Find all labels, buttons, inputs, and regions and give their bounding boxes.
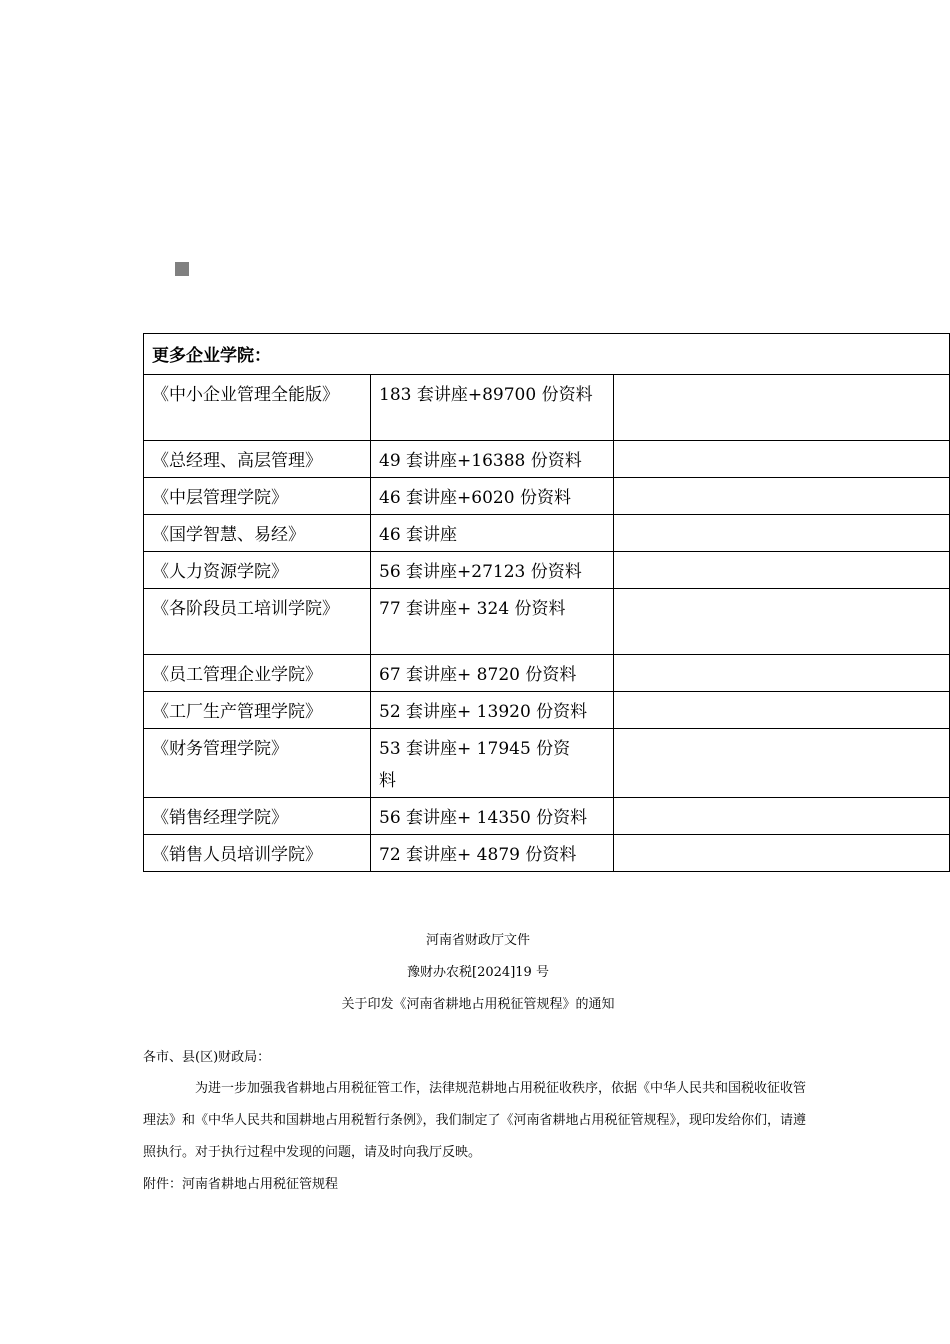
academy-extra [614,835,950,872]
academy-name: 《销售人员培训学院》 [144,835,371,872]
academy-name: 《国学智慧、易经》 [144,515,371,552]
table-row [144,515,950,552]
square-bullet-icon [175,262,189,276]
academy-content: 72 套讲座+ 4879 份资料 [371,835,614,872]
notice-document [143,925,813,1201]
academy-table [143,333,950,872]
academy-content: 46 套讲座 [371,515,614,552]
academy-name: 《员工管理企业学院》 [144,655,371,692]
academy-extra [614,655,950,692]
table-row [144,441,950,478]
notice-title: 关于印发《河南省耕地占用税征管规程》的通知 [341,997,615,1012]
academy-name: 《工厂生产管理学院》 [144,692,371,729]
academy-content: 46 套讲座+6020 份资料 [371,478,614,515]
document-number: 豫财办农税[2024]19 号 [407,965,549,980]
academy-content: 53 套讲座+ 17945 份资料 [371,729,614,798]
academy-extra [614,441,950,478]
attachment-line: 附件：河南省耕地占用税征管规程 [143,1177,339,1192]
table-row [144,729,950,798]
academy-name: 《总经理、高层管理》 [144,441,371,478]
academy-content: 67 套讲座+ 8720 份资料 [371,655,614,692]
academy-extra [614,692,950,729]
table-row [144,655,950,692]
academy-content: 56 套讲座+ 14350 份资料 [371,798,614,835]
academy-extra [614,798,950,835]
table-row [144,692,950,729]
table-header: 更多企业学院： [144,334,950,375]
academy-content: 52 套讲座+ 13920 份资料 [371,692,614,729]
academy-extra [614,552,950,589]
table-row [144,835,950,872]
academy-extra [614,478,950,515]
salutation: 各市、县(区)财政局： [143,1050,271,1065]
academy-name: 《各阶段员工培训学院》 [144,589,371,655]
academy-name: 《人力资源学院》 [144,552,371,589]
academy-extra [614,729,950,798]
body-paragraph: 为进一步加强我省耕地占用税征管工作，法律规范耕地占用税征收秩序，依据《中华人民共和国税收征收管理法》和《中华人民共和国耕地占用税暂行条例》，我们制定了《河南省耕地占用税征管规程》，现印发给你们，请遵照执行。对于执行过程中发现的问题，请及时向我厅反映。 [143,1081,807,1160]
table-row [144,589,950,655]
academy-content: 49 套讲座+16388 份资料 [371,441,614,478]
academy-content: 183 套讲座+89700 份资料 [371,375,614,441]
academy-content: 77 套讲座+ 324 份资料 [371,589,614,655]
academy-extra [614,515,950,552]
academy-name: 《中层管理学院》 [144,478,371,515]
table-row [144,798,950,835]
academy-name: 《中小企业管理全能版》 [144,375,371,441]
academy-extra [614,375,950,441]
table-row [144,552,950,589]
academy-name: 《销售经理学院》 [144,798,371,835]
issuer-title: 河南省财政厅文件 [425,933,530,948]
academy-content: 56 套讲座+27123 份资料 [371,552,614,589]
academy-name: 《财务管理学院》 [144,729,371,798]
table-row [144,375,950,441]
table-header-row [144,334,950,375]
table-row [144,478,950,515]
academy-extra [614,589,950,655]
